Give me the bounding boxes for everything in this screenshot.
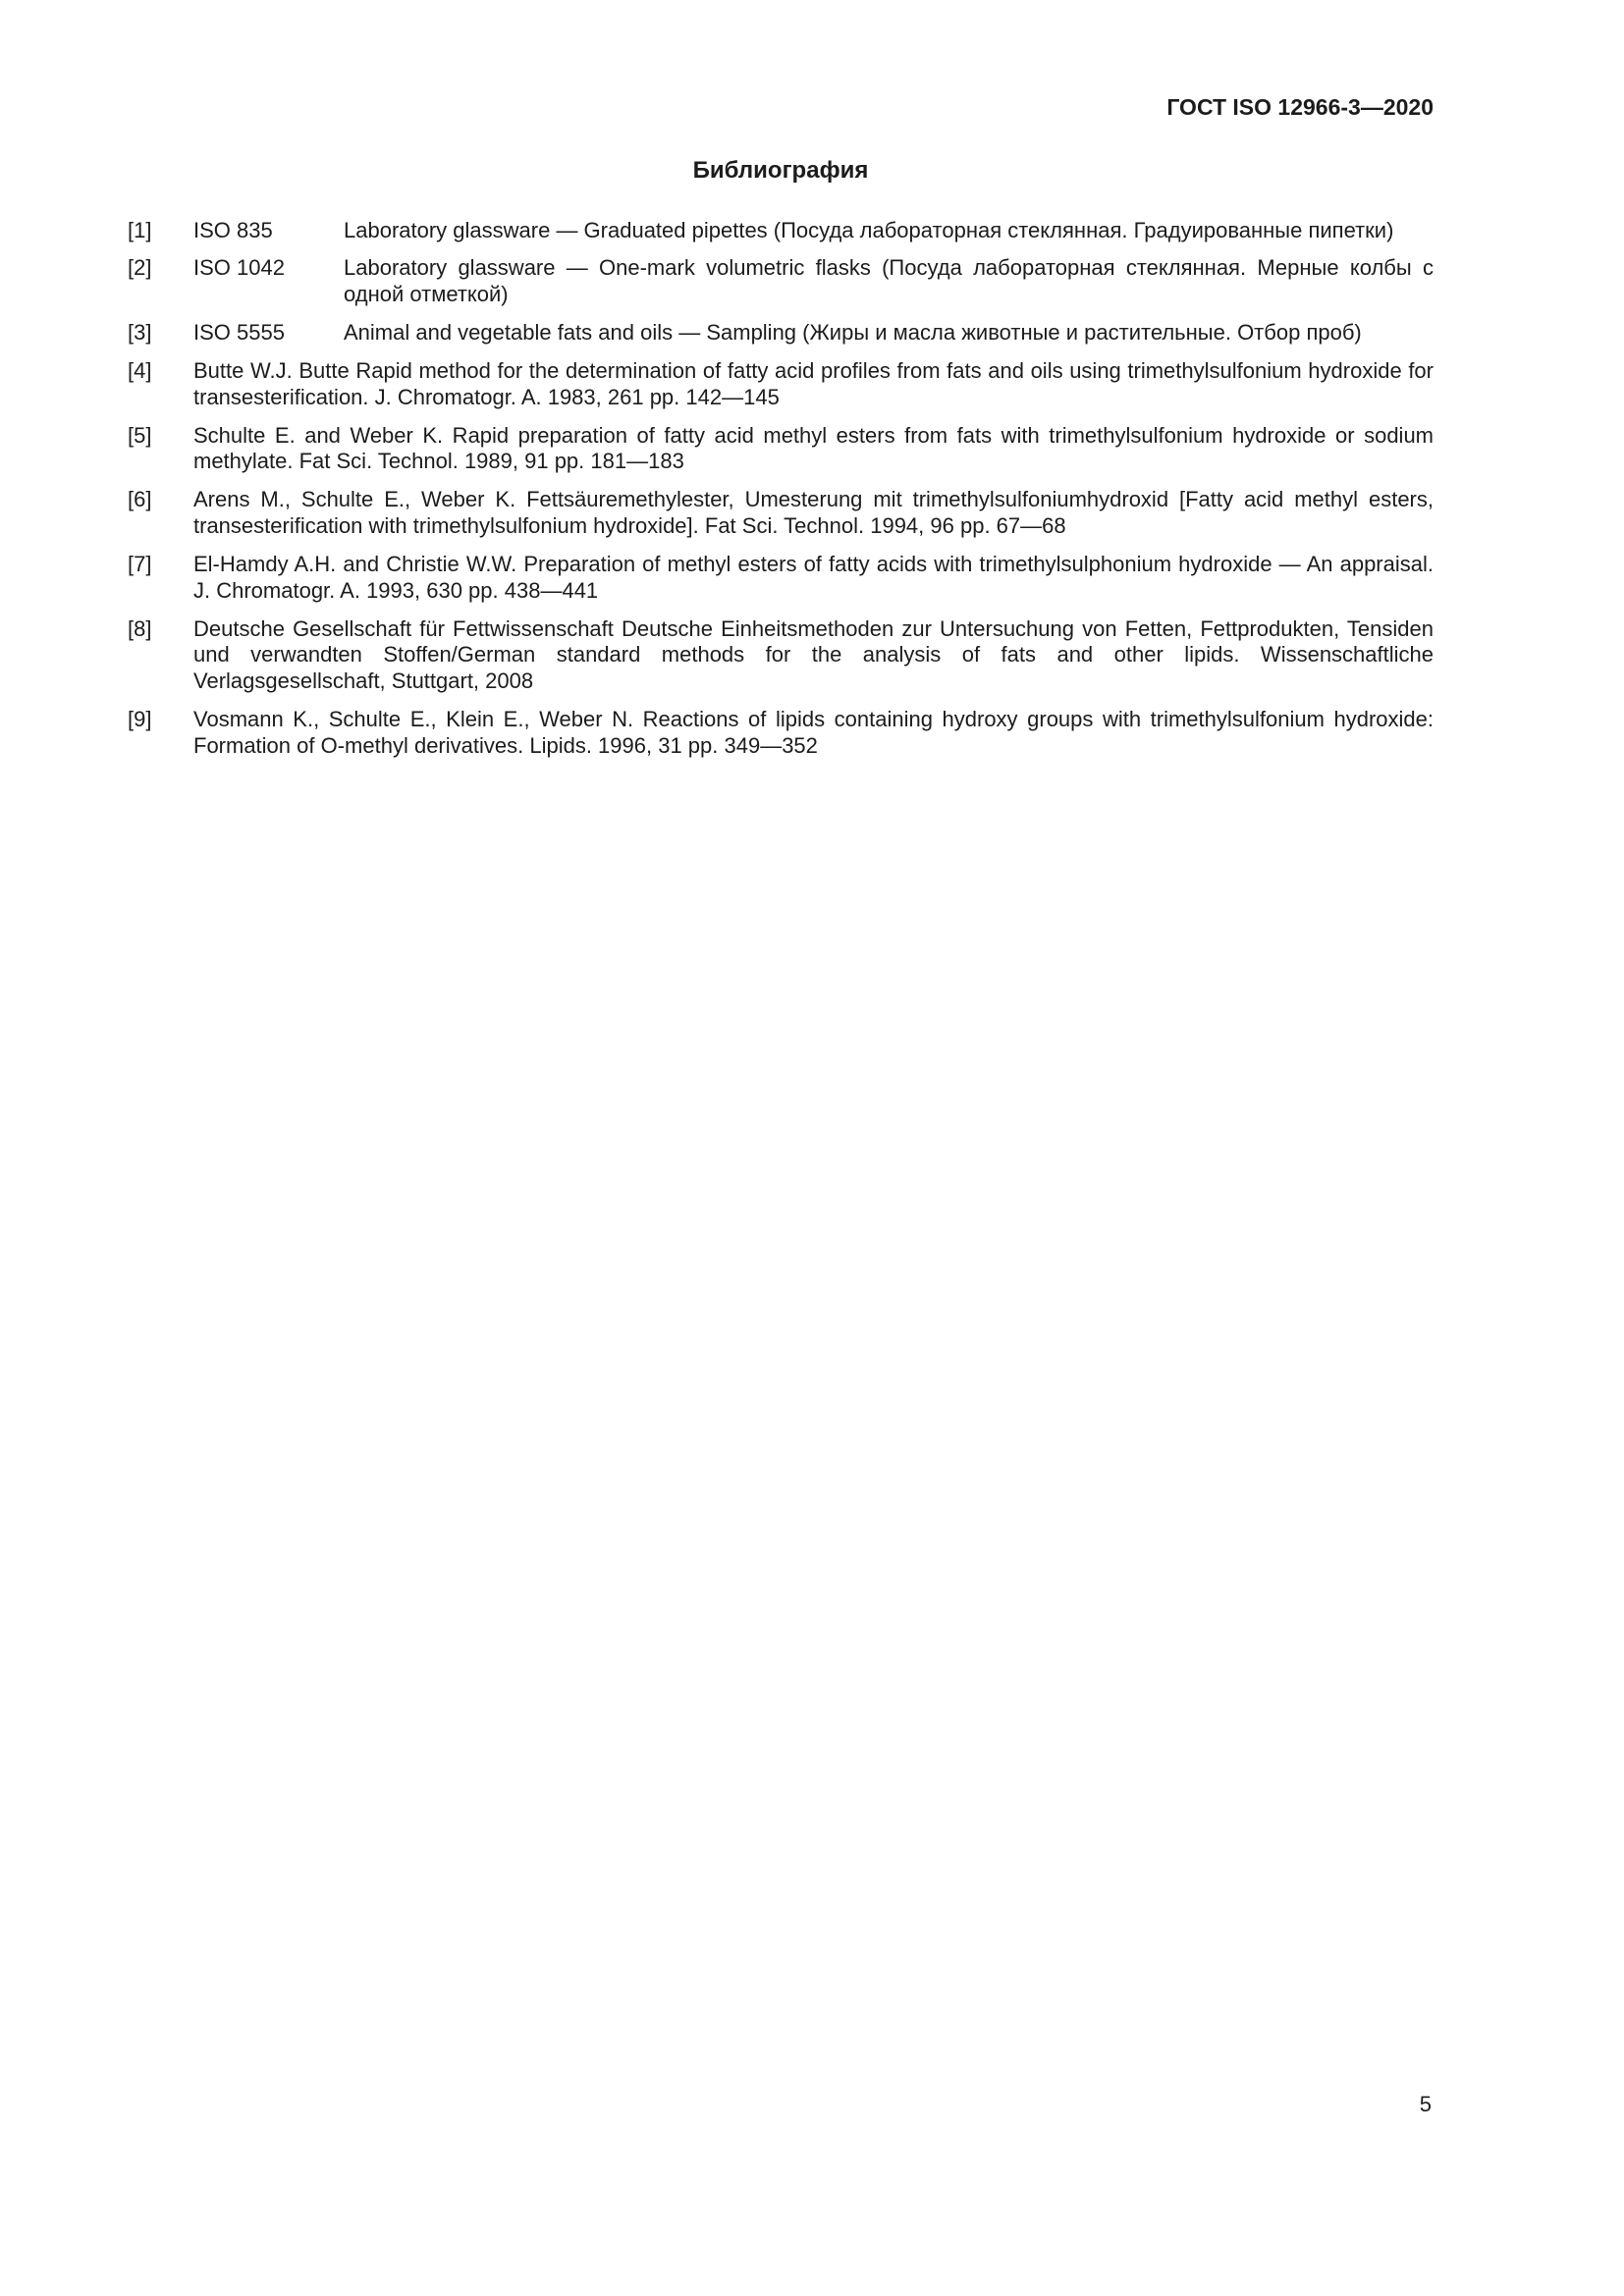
reference-text: Deutsche Gesellschaft für Fettwissenschaft Deutsche Einheitsmethoden zur Untersuchung von Fetten, Fettprodukten, Tensiden und verwandten Stoffen/German standard methods for the analysis of fats and other lipids. Wissenschaftliche Verlagsgesellschaft, Stuttgart, 2008 — [193, 615, 1434, 694]
reference-item — [128, 218, 1434, 244]
reference-code: ISO 5555 — [193, 320, 285, 346]
reference-text: Schulte E. and Weber K. Rapid preparation of fatty acid methyl esters from fats with trimethylsulfonium hydroxide or sodium methylate. Fat Sci. Technol. 1989, 91 pp. 181—183 — [193, 422, 1434, 474]
reference-text: Laboratory glassware — One-mark volumetric flasks (Посуда лабораторная стеклянная. Мерные колбы с одной отметкой) — [344, 255, 1434, 307]
reference-item — [128, 552, 1434, 605]
reference-item — [128, 255, 1434, 308]
reference-number: [8] — [128, 615, 152, 641]
reference-number: [6] — [128, 487, 152, 512]
reference-item — [128, 487, 1434, 540]
reference-item — [128, 423, 1434, 476]
reference-item — [128, 616, 1434, 695]
page-title: Библиография — [692, 156, 869, 184]
document-code: ГОСТ ISO 12966-3—2020 — [1166, 94, 1434, 120]
reference-number: [9] — [128, 707, 152, 732]
reference-number: [4] — [128, 357, 152, 383]
reference-number: [3] — [128, 320, 152, 346]
reference-item — [128, 320, 1434, 347]
page-number: 5 — [1419, 2092, 1432, 2116]
reference-number: [7] — [128, 551, 152, 576]
reference-text: Arens M., Schulte E., Weber K. Fettsäuremethylester, Umesterung mit trimethylsulfoniumhydroxid [Fatty acid methyl esters, transesterification with trimethylsulfonium hydroxide]. Fat Sci. Technol. 1994, 96 pp. 67—68 — [193, 487, 1434, 539]
document-header — [128, 94, 1434, 122]
reference-text: Animal and vegetable fats and oils — Sampling (Жиры и масла животные и растительные. Отбор проб) — [344, 320, 1362, 346]
reference-text: El-Hamdy A.H. and Christie W.W. Preparation of methyl esters of fatty acids with trimethylsulphonium hydroxide — An appraisal. J. Chromatogr. A. 1993, 630 pp. 438—441 — [193, 551, 1434, 603]
reference-item — [128, 707, 1434, 760]
reference-code: ISO 835 — [193, 217, 273, 242]
reference-number: [5] — [128, 422, 152, 448]
references-list — [128, 218, 1434, 760]
reference-number: [2] — [128, 255, 152, 281]
reference-text: Butte W.J. Butte Rapid method for the determination of fatty acid profiles from fats and oils using trimethylsulfonium hydroxide for transesterification. J. Chromatogr. A. 1983, 261 pp. 142—145 — [193, 357, 1434, 409]
reference-code: ISO 1042 — [193, 255, 285, 281]
reference-item — [128, 358, 1434, 411]
reference-text: Laboratory glassware — Graduated pipettes (Посуда лабораторная стеклянная. Градуированные пипетки) — [344, 217, 1394, 242]
reference-number: [1] — [128, 217, 152, 242]
reference-text: Vosmann K., Schulte E., Klein E., Weber N. Reactions of lipids containing hydroxy groups with trimethylsulfonium hydroxide: Formation of O-methyl derivatives. Lipids. 1996, 31 pp. 349—352 — [193, 707, 1434, 758]
